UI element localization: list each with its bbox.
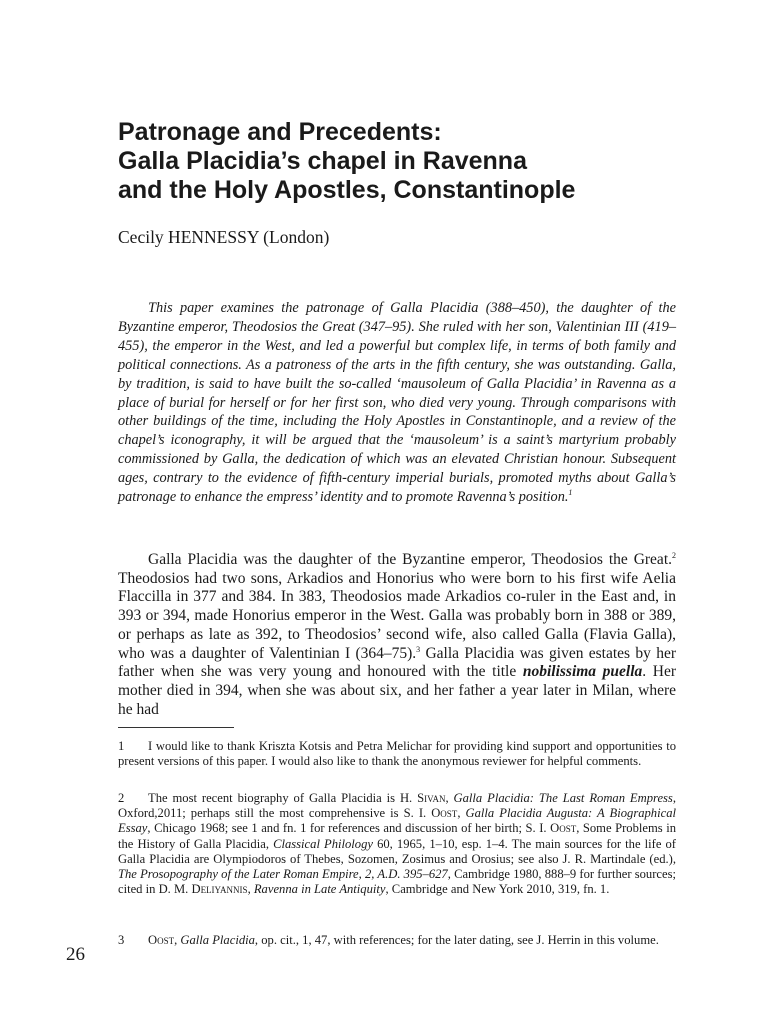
footnote-text: , Some Problems in the History of Galla Placidia, [118, 821, 676, 851]
abstract-text: This paper examines the patronage of Galla Placidia (388–450), the daughter of the Byzantine emperor, Theodosios the Great (347–95). She ruled with her son, Valentinian III (419–455), the emperor in the West, and led a powerful but complex life, in terms of both family and political connections. As a patroness of the arts in the fifth century, she was outstanding. Galla, by tradition, is said to have built the so-called ‘mausoleum of Galla Placidia’ in Ravenna as a place of burial for herself or for her first son, who died very young. Through comparisons with other buildings of the time, including the Holy Apostles in Constantinople, and a review of the chapel’s iconography, it will be argued that the ‘mausoleum’ is a saint’s martyrium probably commissioned by Galla, the dedication of which was an elevated Christian honour. Subsequent ages, contrary to the evidence of fifth-century imperial burials, promoted myths about Galla’s patronage to enhance the empress’ identity and to promote Ravenna’s position. [118, 300, 676, 506]
footnote-ref-1[interactable]: 1 [568, 488, 573, 498]
footnote-text: , op. cit., 1, 47, with references; for the later dating, see J. Herrin in this volume. [254, 933, 659, 947]
book-title: Galla Placidia Augusta: A Biographical Essay [118, 806, 676, 836]
abstract [118, 299, 676, 507]
footnote-number: 1 [118, 739, 125, 753]
title-line: Galla Placidia’s chapel in Ravenna [118, 147, 527, 175]
author-line: Cecily HENNESSY (London) [118, 227, 330, 247]
author-name: Oost [431, 806, 458, 821]
footnote-text: , [457, 806, 466, 821]
footnote-text: , [247, 882, 254, 897]
article-title [118, 118, 718, 205]
journal-title: Classical Philology [273, 836, 373, 851]
book-title: The Prosopography of the Later Roman Empire, 2, A.D. 395–627 [118, 867, 448, 882]
footnote-ref-2[interactable]: 2 [672, 550, 676, 560]
author-name: Oost [148, 933, 175, 947]
author-name: Oost [550, 821, 577, 836]
footnote-text: , [445, 791, 454, 805]
footnote-text: , Cambridge 1980, 888–9 for further sources; cited in D. M. [118, 867, 676, 897]
footnote-text: , [174, 933, 181, 947]
footnote-text: , Oxford,2011; perhaps still the most comprehensive is S. I. [118, 791, 676, 821]
footnote-text: , Chicago 1968; see 1 and fn. 1 for references and discussion of her birth; S. I. [147, 821, 551, 836]
author-name: Deliyannis [191, 882, 248, 897]
footnote-text: The most recent biography of Galla Placidia is H. [148, 791, 418, 805]
footnote-text: 60, 1965, 1–10, esp. 1–4. The main sources for the life of Galla Placidia are Olympiodoros of Thebes, Sozomen, Zosimus and Orosius; see also J. R. Martindale (ed.), [118, 836, 677, 866]
footnote-text: I would like to thank Kriszta Kotsis and Petra Melichar for providing kind support and opportunities to present versions of this paper. I would also like to thank the anonymous reviewer for helpful comments. [118, 739, 676, 769]
book-title: Ravenna in Late Antiquity [253, 882, 386, 897]
title-line: Patronage and Precedents: [118, 118, 442, 146]
body-text: Galla Placidia was the daughter of the Byzantine emperor, Theodosios the Great. [148, 551, 672, 568]
footnote-text: , Cambridge and New York 2010, 319, fn. 1. [385, 882, 610, 897]
footnote-3 [118, 933, 676, 948]
body-text: Galla Placidia was given estates by her father when she was very young and honoured with the title [118, 644, 676, 681]
title-line: and the Holy Apostles, Constantinople [118, 176, 576, 204]
author-name: Sivan [417, 791, 446, 805]
latin-title-phrase: nobilissima puella [522, 663, 643, 681]
footnote-ref-3[interactable]: 3 [416, 644, 421, 654]
book-title: Galla Placidia [180, 933, 255, 947]
footnote-number: 3 [118, 933, 125, 947]
footnote-2 [118, 791, 676, 897]
footnote-number: 2 [118, 791, 125, 805]
page-number: 26 [66, 944, 85, 965]
footnote-separator [118, 727, 234, 728]
footnote-1 [118, 739, 676, 769]
body-text: . Her mother died in 394, when she was about six, and her father a year later in Milan, where he had [118, 663, 676, 718]
body-paragraph [118, 551, 676, 719]
book-title: Galla Placidia: The Last Roman Empress [453, 791, 673, 805]
body-text: Theodosios had two sons, Arkadios and Honorius who were born to his first wife Aelia Flaccilla in 377 and 384. In 383, Theodosios made Arkadios co-ruler in the East and, in 393 or 394, made Honorius emperor in the West. Galla was probably born in 388 or 389, or perhaps as late as 392, to Theodosios’ second wife, also called Galla (Flavia Galla), who was a daughter of Valentinian I (364–75). [118, 569, 676, 662]
